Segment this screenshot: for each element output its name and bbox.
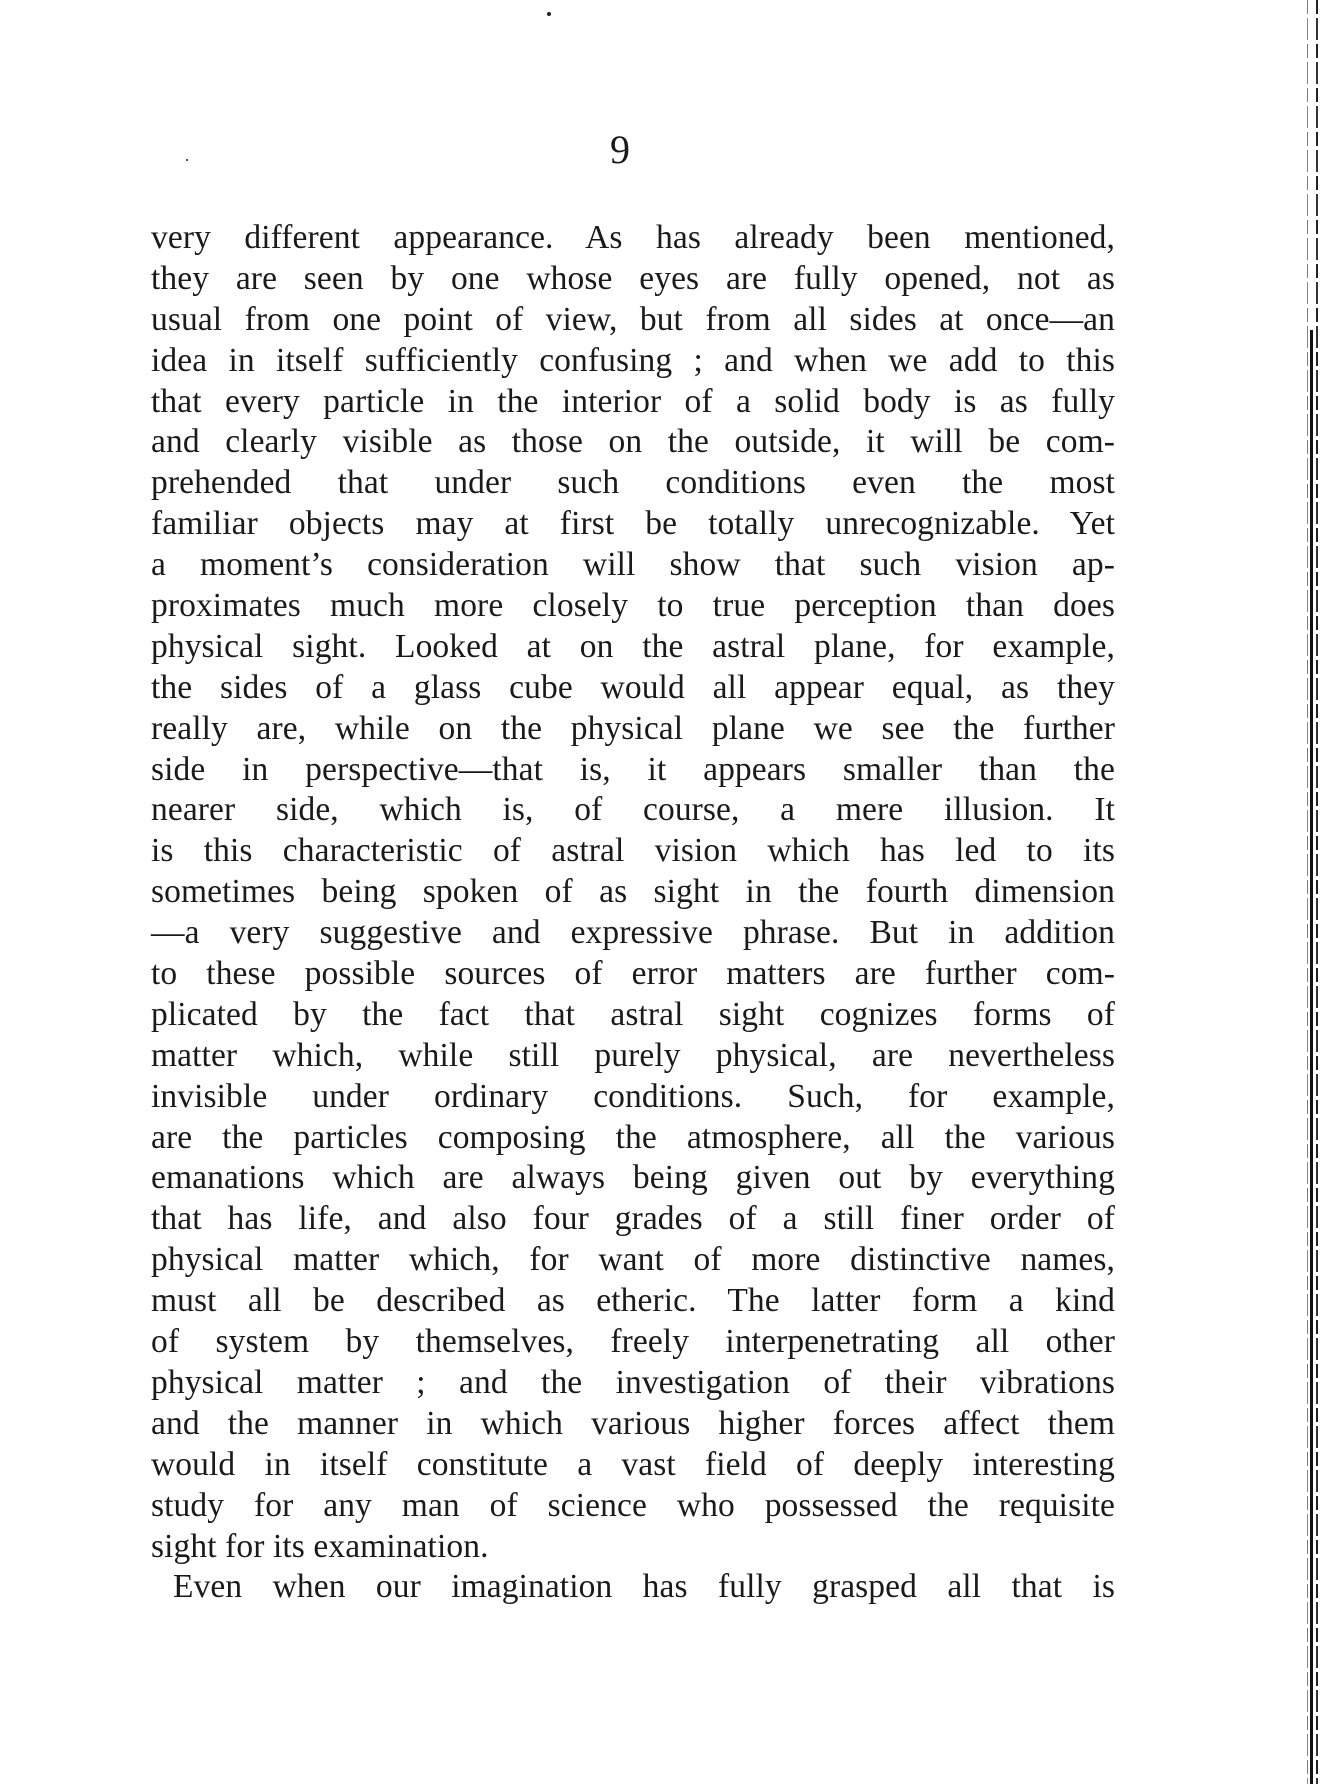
text-line: a moment’s consideration will show that such vision ap- <box>151 546 1115 584</box>
page-number: 9 <box>610 127 630 172</box>
paragraph-start-line: Even when our imagination has fully grasped all that is <box>173 1568 1115 1606</box>
page-binding-edge <box>1310 330 1313 1784</box>
text-line: sometimes being spoken of as sight in the fourth dimension <box>151 873 1115 911</box>
text-line: really are, while on the physical plane we see the further <box>151 709 1115 747</box>
scan-edge-line <box>1316 0 1318 1784</box>
text-line: emanations which are always being given out by everything <box>151 1159 1115 1197</box>
scan-edge-line <box>1307 0 1308 1784</box>
text-line: prehended that under such conditions even the most <box>151 464 1115 502</box>
text-line: would in itself constitute a vast field of deeply interesting <box>151 1445 1115 1483</box>
text-line: physical matter which, for want of more distinctive names, <box>151 1241 1115 1279</box>
text-line: idea in itself sufficiently confusing ; and when we add to this <box>151 341 1115 379</box>
text-line: that every particle in the interior of a solid body is as fully <box>151 382 1115 420</box>
text-line: usual from one point of view, but from all sides at once—an <box>151 300 1115 338</box>
text-line: is this characteristic of astral vision which has led to its <box>151 832 1115 870</box>
text-line: are the particles composing the atmosphere, all the various <box>151 1118 1115 1156</box>
text-line: invisible under ordinary conditions. Such, for example, <box>151 1077 1115 1115</box>
paragraph-end-line: sight for its examination. <box>151 1527 489 1565</box>
scan-speck <box>547 12 551 16</box>
text-line: and the manner in which various higher forces affect them <box>151 1404 1115 1442</box>
text-line: and clearly visible as those on the outside, it will be com- <box>151 423 1115 461</box>
text-line: study for any man of science who possessed the requisite <box>151 1486 1115 1524</box>
text-line: that has life, and also four grades of a still finer order of <box>151 1200 1115 1238</box>
text-line: very different appearance. As has already been mentioned, <box>151 219 1115 256</box>
text-line: the sides of a glass cube would all appear equal, as they <box>151 668 1115 706</box>
text-line: must all be described as etheric. The latter form a kind <box>151 1282 1115 1320</box>
text-line: plicated by the fact that astral sight cognizes forms of <box>151 995 1115 1033</box>
text-line: physical sight. Looked at on the astral plane, for example, <box>151 627 1115 665</box>
text-line: —a very suggestive and expressive phrase. But in addition <box>151 914 1115 952</box>
text-line: proximates much more closely to true perception than does <box>151 587 1115 625</box>
body-text <box>151 218 1115 1608</box>
text-line: of system by themselves, freely interpenetrating all other <box>151 1323 1115 1361</box>
text-line: they are seen by one whose eyes are fully opened, not as <box>151 259 1115 297</box>
text-line: physical matter ; and the investigation of their vibrations <box>151 1363 1115 1401</box>
text-line: nearer side, which is, of course, a mere illusion. It <box>151 791 1115 829</box>
text-line: matter which, while still purely physical, are nevertheless <box>151 1036 1115 1074</box>
text-line: side in perspective—that is, it appears smaller than the <box>151 750 1115 788</box>
text-line: familiar objects may at first be totally unrecognizable. Yet <box>151 505 1115 543</box>
text-line: to these possible sources of error matters are further com- <box>151 955 1115 993</box>
